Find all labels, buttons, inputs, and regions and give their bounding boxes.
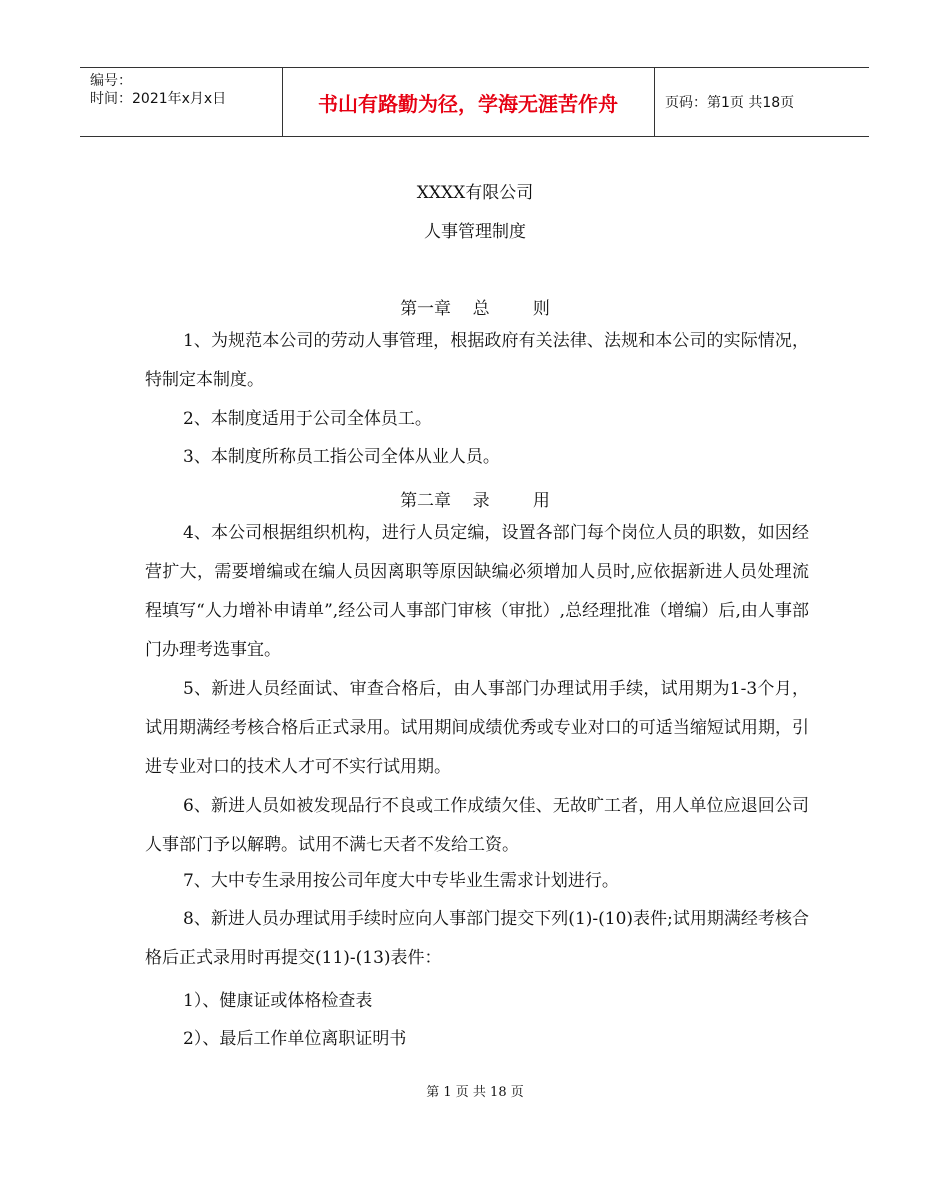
chapter-heading-1: 第一章 总 则: [400, 299, 550, 319]
chapter-heading-2: 第二章 录 用: [400, 491, 550, 511]
list-item-2: 2）、最后工作单位离职证明书: [183, 1029, 407, 1049]
document-title: 人事管理制度: [424, 222, 526, 242]
document-header: [80, 67, 869, 137]
document-date: 时间：2021年x月x日: [90, 91, 227, 107]
paragraph-4: 4、本公司根据组织机构，进行人员定编，设置各部门每个岗位人员的职数，如因经营扩大，需要增编或在编人员因离职等原因缺编必须增加人员时,应依据新进人员处理流程填写“人力增补申请单”,经公司人事部门审核（审批）,总经理批准（增编）后,由人事部门办理考选事宜。: [145, 523, 809, 660]
header-motto: 书山有路勤为径，学海无涯苦作舟: [282, 68, 655, 136]
paragraph-7: 7、大中专生录用按公司年度大中专毕业生需求计划进行。: [183, 871, 619, 891]
paragraph-1: 1、为规范本公司的劳动人事管理，根据政府有关法律、法规和本公司的实际情况，特制定本制度。: [145, 331, 809, 390]
paragraph-8: 8、新进人员办理试用手续时应向人事部门提交下列(1)-(10)表件;试用期满经考核合格后正式录用时再提交(11)-(13)表件：: [145, 909, 809, 968]
paragraph-6: 6、新进人员如被发现品行不良或工作成绩欠佳、无故旷工者，用人单位应退回公司人事部门予以解聘。试用不满七天者不发给工资。: [145, 796, 809, 855]
list-item-1: 1）、健康证或体格检查表: [183, 991, 373, 1011]
header-meta: [80, 68, 283, 136]
paragraph-5: 5、新进人员经面试、审查合格后，由人事部门办理试用手续，试用期为1-3个月，试用期满经考核合格后正式录用。试用期间成绩优秀或专业对口的可适当缩短试用期，引进专业对口的技术人才可不实行试用期。: [145, 679, 809, 777]
header-page-info: 页码：第1页 共18页: [665, 95, 795, 111]
company-name: XXXX有限公司: [416, 183, 534, 203]
page-footer: 第 1 页 共 18 页: [426, 1085, 524, 1100]
paragraph-2: 2、本制度适用于公司全体员工。: [183, 409, 432, 429]
paragraph-3: 3、本制度所称员工指公司全体从业人员。: [183, 447, 500, 467]
document-number-label: 编号：: [90, 73, 132, 89]
